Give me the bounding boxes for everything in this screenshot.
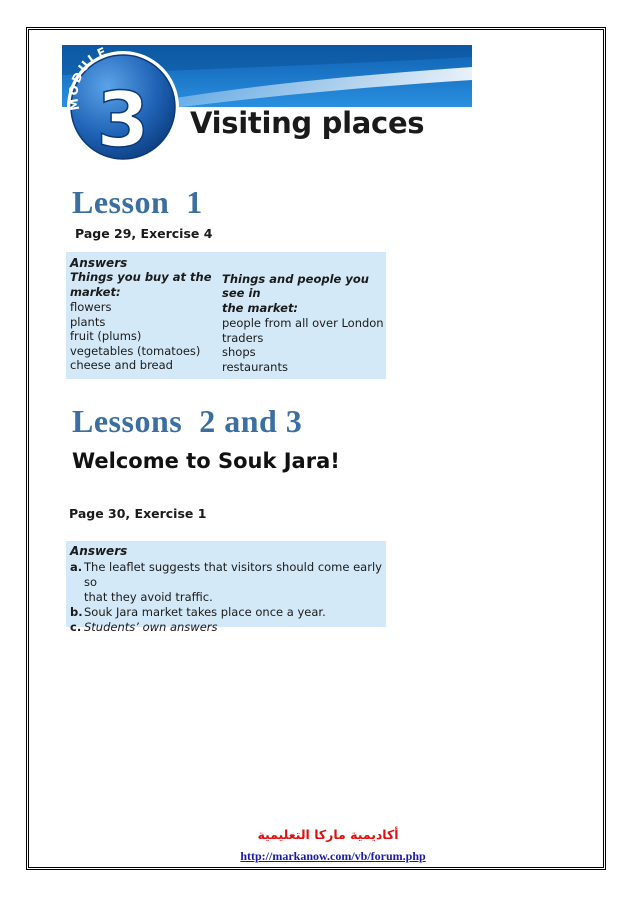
answer-letter: c. bbox=[70, 620, 82, 634]
right-column-heading-2: the market: bbox=[222, 301, 299, 315]
answers-label: Answers bbox=[70, 256, 128, 270]
module-title: Visiting places bbox=[190, 106, 425, 140]
lessons-2-3-answer-box bbox=[66, 541, 386, 634]
answer-item-a bbox=[70, 560, 382, 605]
lesson-1-heading: Lesson 1 bbox=[72, 184, 203, 220]
left-column-heading-1: Things you buy at the bbox=[70, 270, 212, 284]
answers-right-column bbox=[222, 272, 382, 374]
left-column-heading-2: market: bbox=[70, 285, 121, 299]
answer-text: Students’ own answers bbox=[84, 620, 218, 634]
right-item: restaurants bbox=[222, 359, 288, 374]
lessons-2-3-exercise-ref: Page 30, Exercise 1 bbox=[69, 506, 207, 521]
answer-text: Souk Jara market takes place once a year. bbox=[84, 605, 326, 619]
left-item: fruit (plums) bbox=[70, 329, 142, 343]
answer-text: The leaflet suggests that visitors should come early so bbox=[84, 560, 382, 589]
right-item: shops bbox=[222, 345, 256, 359]
answer-item-c bbox=[70, 620, 382, 635]
answer-text: that they avoid traffic. bbox=[84, 590, 213, 604]
right-column-heading-1: Things and people you see in bbox=[222, 272, 369, 300]
lessons-2-3-heading: Lessons 2 and 3 bbox=[72, 403, 303, 439]
footer-academy-name: أكاديمية ماركا التعليمية bbox=[257, 827, 399, 842]
lesson-1-exercise-ref: Page 29, Exercise 4 bbox=[75, 226, 213, 241]
footer-forum-link[interactable]: http://markanow.com/vb/forum.php bbox=[240, 849, 426, 863]
answer-letter: a. bbox=[70, 560, 83, 574]
answer-letter: b. bbox=[70, 605, 83, 619]
module-badge bbox=[63, 45, 183, 167]
left-item: cheese and bread bbox=[70, 358, 173, 372]
module-label: MODULE bbox=[66, 45, 110, 112]
answers-label: Answers bbox=[70, 544, 128, 558]
answers-left-column bbox=[70, 270, 230, 373]
lessons-2-3-subtitle: Welcome to Souk Jara! bbox=[72, 449, 340, 473]
left-item: flowers bbox=[70, 300, 112, 314]
module-number: 3 bbox=[96, 75, 150, 164]
right-item: traders bbox=[222, 330, 264, 345]
answer-item-b bbox=[70, 605, 382, 620]
left-item: vegetables (tomatoes) bbox=[70, 343, 201, 358]
left-item: plants bbox=[70, 314, 106, 329]
lesson-1-answer-box bbox=[66, 252, 386, 379]
right-item: people from all over London bbox=[222, 316, 384, 330]
